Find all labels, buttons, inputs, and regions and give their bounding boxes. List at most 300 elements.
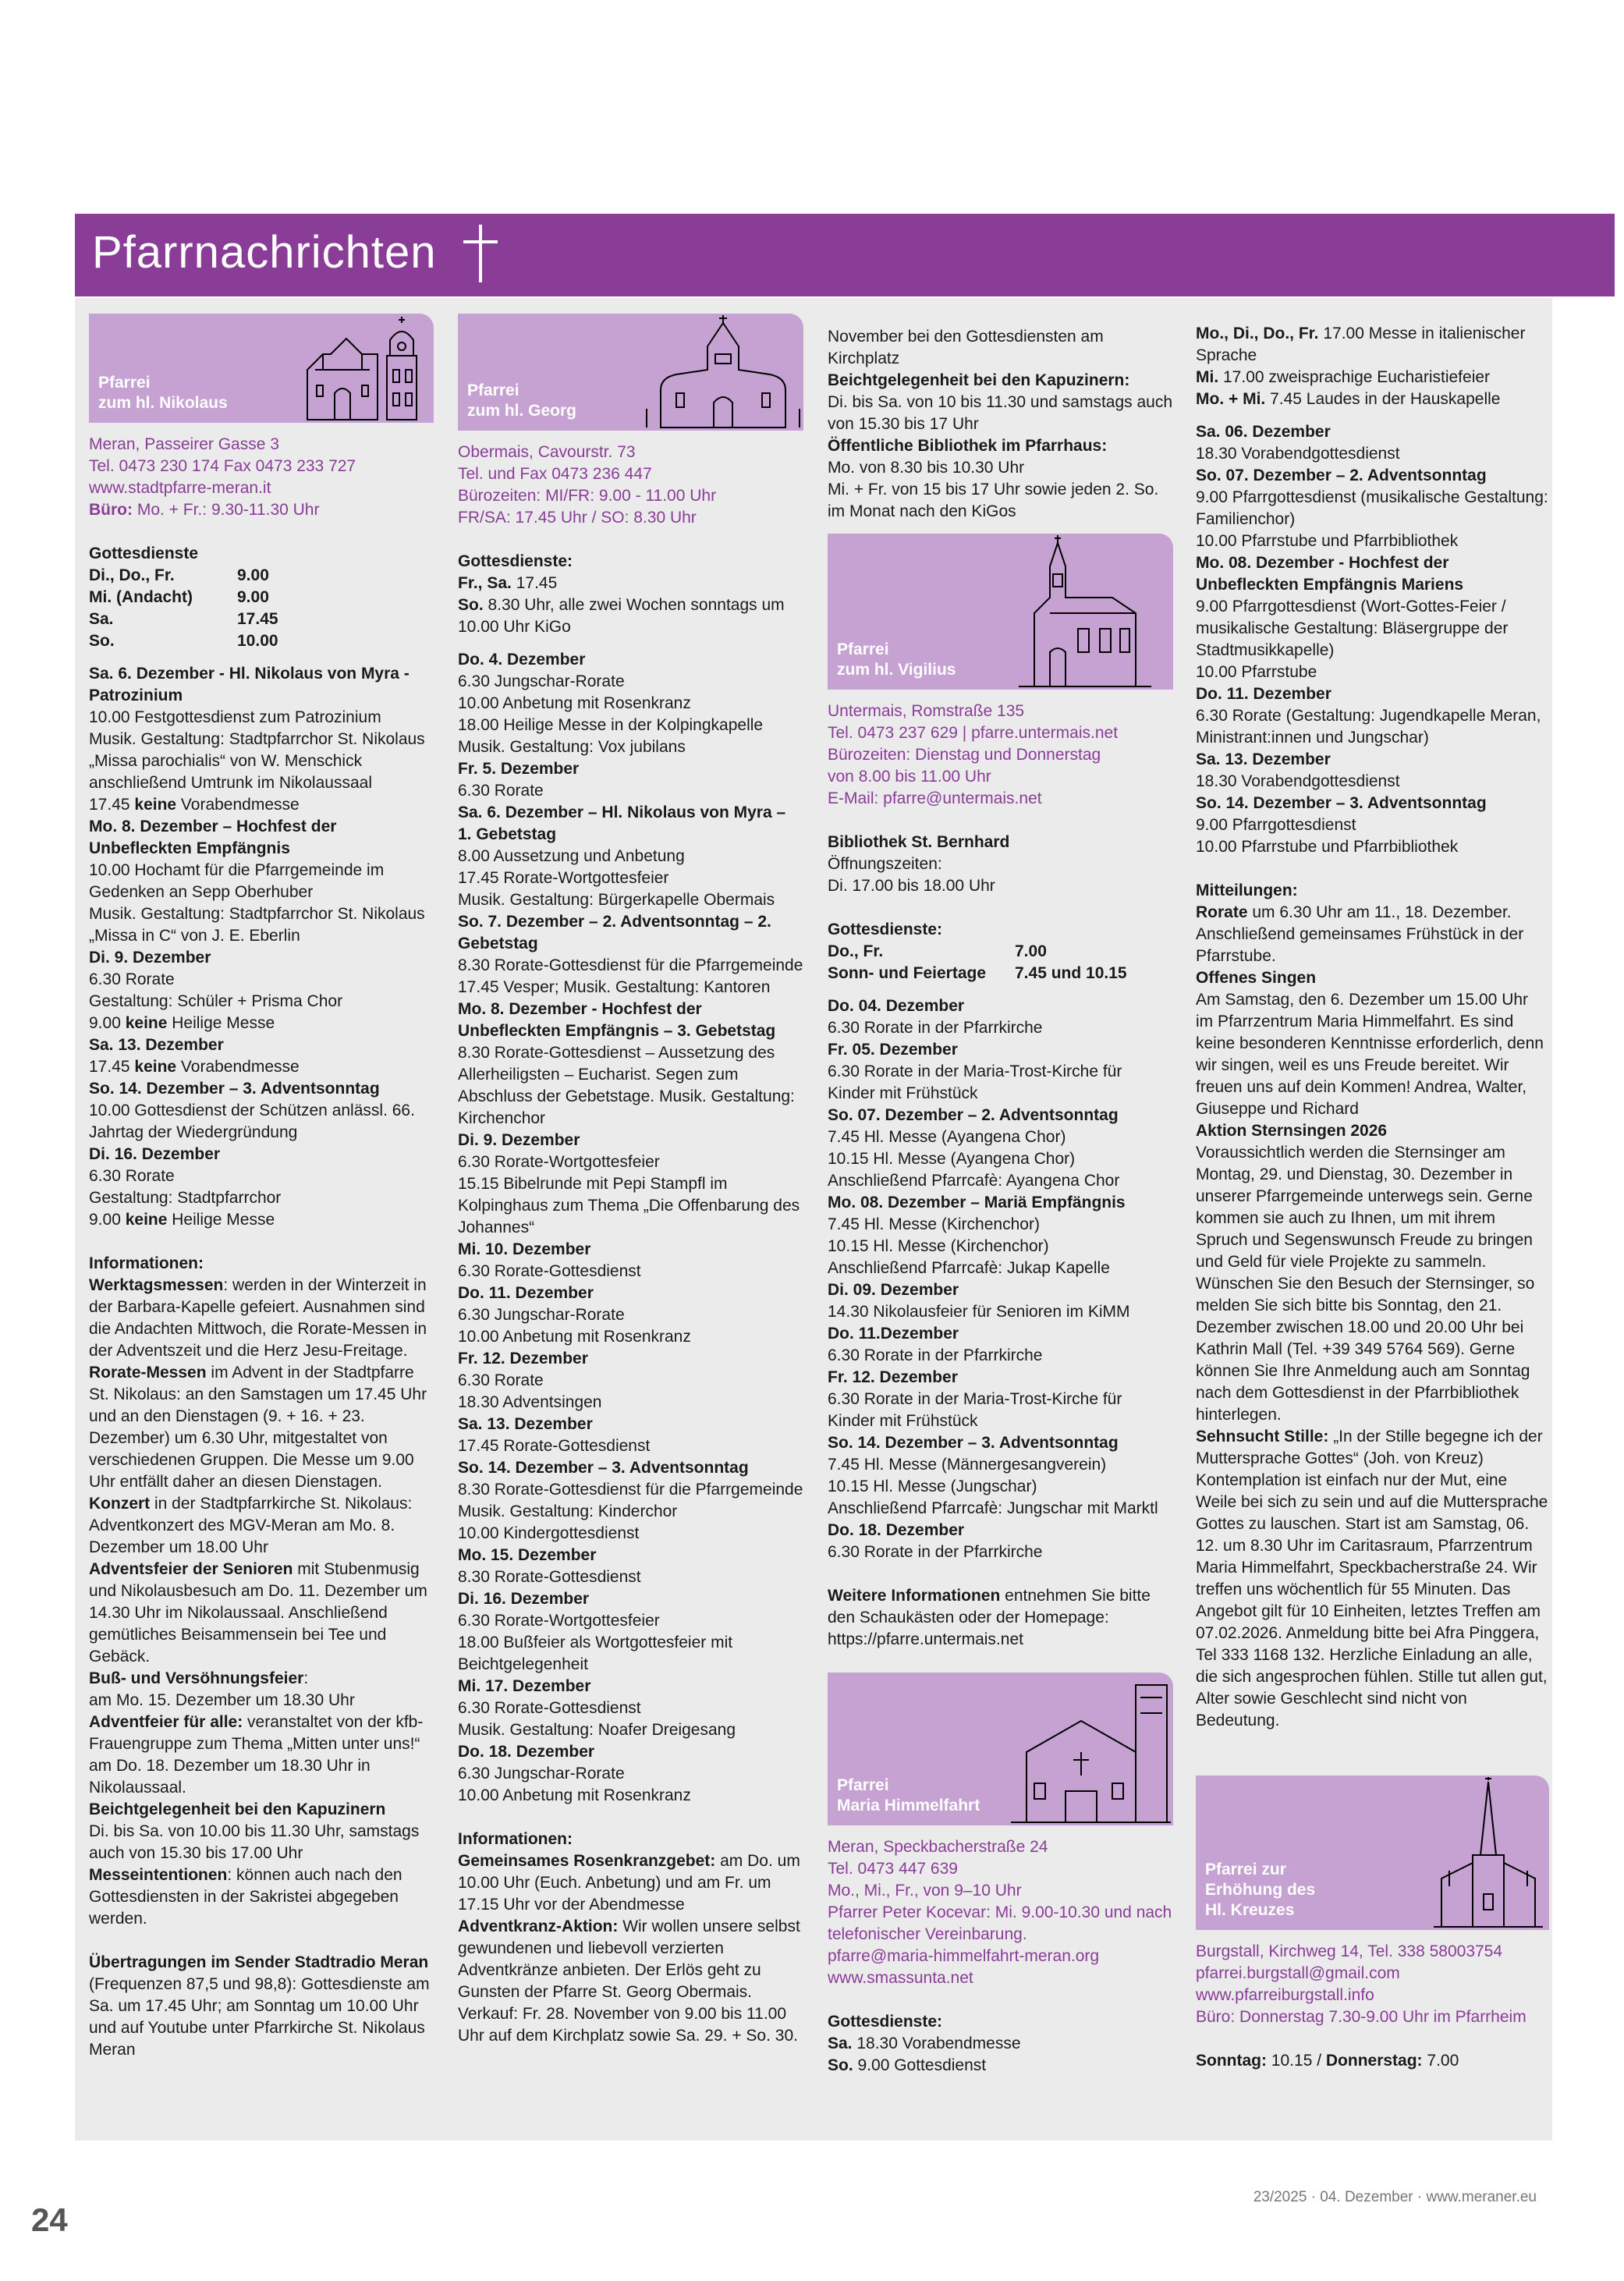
event-text: Vorabendmesse [176,796,300,814]
info-item-text: in der Stadtpfarrkirche St. Nikolaus: Adventkonzert des MGV-Meran am Mo. 8. Dezember um 18.00 Uhr [89,1495,413,1556]
event-item [828,1498,1173,1520]
event-item [458,1763,803,1785]
notice-item [1196,1120,1549,1142]
event-date: Mo. 8. Dezember - Hochfest der Unbefleckten Empfängnis – 3. Gebetstag [458,1000,776,1040]
event-text: 8.30 Rorate-Gottesdienst für die Pfarrgemeinde [458,956,803,974]
library2-title: Bibliothek St. Bernhard [828,833,1010,851]
contact-line: Bürozeiten: Dienstag und Donnerstag [828,746,1101,764]
event-text: 7.45 Hl. Messe (Männergesangverein) [828,1456,1107,1474]
parish-box-nikolaus [89,314,434,423]
event-text: Heilige Messe [167,1014,275,1032]
info-item [458,1850,803,1916]
parish-name-line: Pfarrei zur [1205,1861,1286,1878]
thursday-label: Donnerstag: [1325,2052,1423,2070]
contact-line: Büro: Donnerstag 7.30-9.00 Uhr im Pfarrheim [1196,2008,1526,2026]
service-time-row [89,565,434,587]
event-date: So. 07. Dezember – 2. Adventsonntag [828,1106,1119,1124]
library2-line: Di. 17.00 bis 18.00 Uhr [828,877,995,895]
contact-link[interactable]: pfarrei.burgstall@gmail.com [1196,1964,1400,1982]
event-item [1196,530,1549,552]
event-text: 9.00 Pfarrgottesdienst [1196,816,1356,834]
event-text: 10.00 Hochamt für die Pfarrgemeinde im Gedenken an Sepp Oberhuber [89,861,385,901]
cross-icon [457,222,504,286]
event-text: Gestaltung: Schüler + Prisma Chor [89,992,343,1010]
info-item-text: im Advent in der Stadtpfarre St. Nikolaus: an den Samstagen um 17.45 Uhr und an den Dienstagen (9. + 16. + 23. Dezember) um 6.30 Uhr, mitgestaltet von verschiedenen Gruppen. Die Messe um 9.00 Uhr entfällt daher an diesen Dienstagen. [89,1364,427,1491]
event-item [89,729,434,794]
info-item [89,1493,434,1559]
more-info-title: Weitere Informationen [828,1587,1001,1605]
event-text: 10.00 Anbetung mit Rosenkranz [458,694,691,712]
event-item [828,1454,1173,1476]
event-item [828,1389,1173,1432]
contact-line: Pfarrer Peter Kocevar: Mi. 9.00-10.30 und nach telefonischer Vereinbarung. [828,1903,1172,1943]
event-keyword: keine [134,796,177,814]
event-item [828,1126,1173,1148]
weekday-service-text: 17.00 Messe in italienischer Sprache [1196,325,1526,364]
service-time-label: So. [458,596,484,614]
event-date: Mo. 15. Dezember [458,1546,597,1564]
event-text: 6.30 Rorate-Gottesdienst [458,1699,641,1717]
event-date: Sa. 06. Dezember [1196,423,1331,441]
service-time-row [89,608,434,630]
contact-link[interactable]: www.smassunta.net [828,1969,973,1987]
event-text: Anschließend Pfarrcafè: Jungschar mit Marktl [828,1499,1158,1517]
info-item [89,1864,434,1930]
event-date: Do. 11. Dezember [458,1284,594,1302]
contact-line: FR/SA: 17.45 Uhr / SO: 8.30 Uhr [458,509,697,527]
event-item [828,1148,1173,1170]
info-item-text: am Mo. 15. Dezember um 18.30 Uhr [89,1691,355,1709]
info-item-text: Wir wollen unsere selbst gewundenen und liebevoll verzierten Adventkränze anbieten. Der Erlös geht zu Gunsten der Pfarre St. Georg Obermais. Verkauf: Fr. 28. November von 9.00 bis 11.00 Uhr auf dem Kirchplatz sowie Sa. 29. + So. 30. [458,1917,800,2045]
event-text: 6.30 Rorate in der Maria-Trost-Kirche für Kinder mit Frühstück [828,1062,1122,1102]
event-text: 6.30 Rorate-Gottesdienst [458,1262,641,1280]
library2-line: Öffnungszeiten: [828,855,942,873]
event-item [458,1392,803,1414]
event-item [458,1479,803,1501]
event-item [1196,771,1549,793]
service-time [828,2055,1173,2077]
event-keyword: keine [125,1211,168,1229]
event-item [458,736,803,758]
event-date: Mo. 08. Dezember – Mariä Empfängnis [828,1194,1126,1211]
event-item [458,1523,803,1545]
event-item [89,1100,434,1144]
event-text: 6.30 Rorate [89,1167,175,1185]
event-text: Anschließend Pfarrcafè: Ayangena Chor [828,1172,1120,1190]
event-text: 10.00 Pfarrstube und Pfarrbibliothek [1196,532,1459,550]
parish-name-line: zum hl. Georg [467,402,577,420]
event-item [458,1370,803,1392]
event-text: 6.30 Rorate in der Pfarrkirche [828,1019,1043,1037]
contact-line: von 8.00 bis 11.00 Uhr [828,768,991,786]
event-item [89,707,434,729]
service-time-row [89,587,434,608]
event-item [458,1151,803,1173]
event-text: 6.30 Rorate in der Pfarrkirche [828,1543,1043,1561]
event-date: So. 14. Dezember – 3. Adventsonntag [458,1459,749,1477]
parish-name-line: Pfarrei [837,1776,889,1794]
event-text: Musik. Gestaltung: Bürgerkapelle Obermais [458,891,775,909]
info-item-label: Werktagsmessen [89,1276,224,1294]
services-title: Gottesdienste: [828,921,943,938]
notice-list [1196,902,1549,1732]
info-item-label: Messeintentionen [89,1866,228,1884]
event-date: Do. 18. Dezember [458,1743,595,1761]
event-item [89,969,434,991]
event-text: 9.00 [89,1211,126,1229]
event-date: Fr. 12. Dezember [458,1350,588,1368]
service-times-summary [1196,2050,1549,2072]
event-date: Do. 11. Dezember [1196,685,1331,703]
event-item [1196,814,1549,836]
event-item [89,1013,434,1034]
service-time [458,573,803,594]
info-item-text: Di. bis Sa. von 10.00 bis 11.30 Uhr, samstags auch von 15.30 bis 17.00 Uhr [89,1822,420,1862]
event-text: 17.45 [89,796,135,814]
church-nikolaus-icon [300,315,434,421]
parish-box-himmelfahrt [828,1673,1173,1825]
service-time-text: 9.00 Gottesdienst [853,2056,987,2074]
event-text: 8.30 Rorate-Gottesdienst – Aussetzung des Allerheiligsten – Eucharist. Segen zum Abschluss der Gebetstage. Musik. Gestaltung: Kirchenchor [458,1044,795,1127]
service-time-label: Fr., Sa. [458,574,512,592]
info-item-label: Adventsfeier der Senioren [89,1560,293,1578]
contact-link[interactable]: www.pfarreiburgstall.info [1196,1986,1374,2004]
service-time [458,594,803,638]
event-item [828,1170,1173,1192]
event-date: Di. 16. Dezember [89,1145,221,1163]
event-date: Di. 16. Dezember [458,1590,590,1608]
event-item [828,1541,1173,1563]
event-item [828,1236,1173,1258]
event-text: 8.00 Aussetzung und Anbetung [458,847,685,865]
service-time-row [828,963,1173,984]
event-text: 6.30 Rorate in der Maria-Trost-Kirche für Kinder mit Frühstück [828,1390,1122,1430]
event-item [458,780,803,802]
event-text: 15.15 Bibelrunde mit Pepi Stampfl im Kolpinghaus zum Thema „Die Offenbarung des Johannes“ [458,1175,800,1236]
event-text: 8.30 Rorate-Gottesdienst für die Pfarrgemeinde [458,1481,803,1499]
info-item-label: Adventkranz-Aktion: [458,1917,619,1935]
info-item-label: Beichtgelegenheit bei den Kapuzinern [89,1800,386,1818]
contact-link[interactable]: pfarre@maria-himmelfahrt-meran.org [828,1947,1100,1965]
weekday-service-label: Mi. [1196,368,1219,386]
contact-block [458,442,803,529]
event-text: 9.00 Pfarrgottesdienst (Wort-Gottes-Feier / musikalische Gestaltung: Bläsergruppe der Stadtmusikkapelle) [1196,598,1509,659]
event-item [89,1165,434,1187]
event-item [1196,487,1549,530]
event-text: 10.00 Kindergottesdienst [458,1524,640,1542]
event-item [1196,836,1549,858]
contact-line: Tel. 0473 447 639 [828,1860,958,1878]
event-date: Di. 9. Dezember [458,1131,580,1149]
parish-name-line: Hl. Kreuzes [1205,1901,1295,1919]
event-text: 18.30 Vorabendgottesdienst [1196,772,1400,790]
event-item [89,903,434,947]
info-item-label: Buß- und Versöhnungsfeier [89,1669,304,1687]
service-time: 9.00 [237,588,269,606]
event-list [828,995,1173,1563]
column-georg [458,314,803,2047]
weekday-service-text: 7.45 Laudes in der Hauskapelle [1265,390,1501,408]
church-himmelfahrt-icon [1011,1674,1171,1824]
event-date: So. 07. Dezember – 2. Adventsonntag [1196,466,1487,484]
event-text: Musik. Gestaltung: Vox jubilans [458,738,686,756]
event-item [828,1061,1173,1105]
event-item [458,1261,803,1282]
notice-item-label: Sehnsucht Stille: [1196,1428,1329,1446]
contact-line: Tel. und Fax 0473 236 447 [458,465,652,483]
contact-line: Burgstall, Kirchweg 14, Tel. 338 58003754 [1196,1942,1503,1960]
event-date: So. 7. Dezember – 2. Adventsonntag – 2. Gebetstag [458,913,771,952]
event-item [828,1301,1173,1323]
service-time [828,2033,1173,2055]
page-number: 24 [31,2201,68,2238]
service-day: Sa. [89,610,114,628]
church-vigilius-icon [1003,535,1167,688]
service-time: 7.45 und 10.15 [1015,964,1127,982]
contact-block [828,701,1173,810]
event-item [89,860,434,903]
church-kreuz-icon [1434,1777,1543,1928]
event-text: 7.45 Hl. Messe (Kirchenchor) [828,1215,1040,1233]
event-item [89,1209,434,1231]
info-list [89,1275,434,1930]
notice-item-label: Offenes Singen [1196,969,1317,987]
event-text: 10.15 Hl. Messe (Kirchenchor) [828,1237,1049,1255]
event-text: 6.30 Rorate [89,970,175,988]
event-item [1196,443,1549,465]
service-time-row [89,630,434,652]
event-item [828,1476,1173,1498]
intro-text: November bei den Gottesdiensten am Kirchplatz [828,328,1104,367]
radio-title: Übertragungen im Sender Stadtradio Meran [89,1953,429,1971]
radio-text: (Frequenzen 87,5 und 98,8): Gottesdienste am Sa. um 17.45 Uhr; am Sonntag um 10.00 Uhr und auf Youtube unter Pfarrkirche St. Nikolaus Meran [89,1975,430,2059]
event-item [89,991,434,1013]
event-text: 18.30 Vorabendgottesdienst [1196,445,1400,463]
event-list [1196,421,1549,858]
library-title: Öffentliche Bibliothek im Pfarrhaus: [828,437,1108,455]
notice-item-text: „In der Stille begegne ich der Muttersprache Gottes“ (Joh. von Kreuz) Kontemplation ist einfach nur der Mut, eine Weile bei sich zu sein und auf die Muttersprache Gottes zu lauschen. Start ist am Samstag, 06. 12. um 8.30 Uhr im Caritasraum, Pfarrzentrum Maria Himmelfahrt, Speckbacherstraße 24. Wir treffen uns wöchentlich für 55 Minuten. Das Angebot gilt für 10 Einheiten, letztes Treffen am 07.02.2026. Anmeldung bitte bei Afra Pinggera, Tel 333 1168 132. Herzliche Einladung an alle, die sich angesprochen fühlen. Stille tut allen gut, Alter sowie Geschlecht sind nicht von Bedeutung. [1196,1428,1548,1729]
thursday-time: 7.00 [1422,2052,1459,2070]
event-item [458,889,803,911]
event-text: 6.30 Jungschar-Rorate [458,1765,625,1783]
event-item [458,977,803,999]
event-list [458,649,803,1807]
event-keyword: keine [125,1014,168,1032]
notice-title: Mitteilungen: [1196,882,1298,899]
event-date: Do. 18. Dezember [828,1521,965,1539]
event-item [458,1304,803,1326]
parish-box-kreuz [1196,1775,1549,1930]
event-item [828,1258,1173,1279]
info-item-label: Adventfeier für alle: [89,1713,243,1731]
confession-text: Di. bis Sa. von 10 bis 11.30 und samstags auch von 15.30 bis 17 Uhr [828,393,1173,433]
parish-box-vigilius [828,534,1173,690]
event-item [1196,596,1549,662]
more-info-text: entnehmen Sie bitte den Schaukästen oder der Homepage: https://pfarre.untermais.net [828,1587,1151,1648]
weekday-service [1196,323,1549,367]
event-date: Mi. 10. Dezember [458,1240,591,1258]
event-date: Sa. 6. Dezember - Hl. Nikolaus von Myra - Patrozinium [89,665,410,704]
event-item [89,1056,434,1078]
sunday-time: 10.15 / [1266,2052,1326,2070]
service-day: Mi. (Andacht) [89,588,193,606]
event-text: Musik. Gestaltung: Noafer Dreigesang [458,1721,736,1739]
event-date: Sa. 13. Dezember [458,1415,593,1433]
event-text: 10.00 Gottesdienst der Schützen anlässl. 66. Jahrtag der Wiedergründung [89,1101,415,1141]
address: Meran, Passeirer Gasse 3 [89,435,279,453]
event-text: 18.30 Adventsingen [458,1393,602,1411]
info-item [89,1690,434,1712]
event-keyword: keine [134,1058,177,1076]
weekday-service-label: Mo. + Mi. [1196,390,1266,408]
event-text: 6.30 Rorate-Wortgottesfeier [458,1153,660,1171]
info-title: Informationen: [89,1254,204,1272]
info-item-text: : [303,1669,309,1687]
event-text: 17.45 Rorate-Wortgottesfeier [458,869,669,887]
service-time-label: So. [828,2056,853,2074]
service-day: Sonn- und Feiertage [828,964,987,982]
event-date: Sa. 13. Dezember [1196,750,1331,768]
event-item [1196,705,1549,749]
more-info [828,1585,1173,1651]
event-item [458,1042,803,1130]
event-date: Fr. 5. Dezember [458,760,580,778]
service-time: 17.45 [237,610,278,628]
event-date: Do. 11.Dezember [828,1325,959,1343]
info-item [89,1712,434,1799]
contact-line: Untermais, Romstraße 135 [828,702,1025,720]
info-item-text: veranstaltet von der kfb-Frauengruppe zum Thema „Mitten unter uns!“ am Do. 18. Dezember um 18.30 Uhr in Nikolaussaal. [89,1713,424,1797]
contact-link[interactable]: Tel. 0473 237 629 | pfarre.untermais.net [828,724,1119,742]
event-text: 9.00 Pfarrgottesdienst (musikalische Gestaltung: Familienchor) [1196,488,1548,528]
event-date: Mi. 17. Dezember [458,1677,591,1695]
event-date: Fr. 12. Dezember [828,1368,958,1386]
event-text: 8.30 Rorate-Gottesdienst [458,1568,641,1586]
event-date: So. 14. Dezember – 3. Adventsonntag [1196,794,1487,812]
service-time-row [828,941,1173,963]
event-text: Musik. Gestaltung: Stadtpfarrchor St. Nikolaus „Missa parochialis“ von W. Menschick anschließend Umtrunk im Nikolaussaal [89,730,425,792]
library-text: Mo. von 8.30 bis 10.30 Uhr Mi. + Fr. von 15 bis 17 Uhr sowie jeden 2. So. im Monat nach den KiGos [828,459,1159,520]
service-day: So. [89,632,115,650]
weekday-services [1196,323,1549,410]
contact-block [1196,1941,1549,2028]
event-text: 10.00 Pfarrstube und Pfarrbibliothek [1196,838,1459,856]
event-text: 6.30 Rorate (Gestaltung: Jugendkapelle Meran, Ministrant:innen und Jungschar) [1196,707,1541,747]
column-vigilius [828,326,1173,2077]
event-item [458,693,803,715]
weekday-service [1196,367,1549,388]
event-item [458,1719,803,1741]
service-times [458,573,803,638]
event-text: Gestaltung: Stadtpfarrchor [89,1189,282,1207]
event-text: 17.45 [89,1058,135,1076]
notice-item [1196,1426,1549,1732]
event-item [828,1345,1173,1367]
event-date: Mo. 8. Dezember – Hochfest der Unbefleckten Empfängnis [89,818,337,857]
notice-item [1196,989,1549,1120]
office-hours [89,499,434,521]
event-item [458,846,803,867]
parish-name-line: zum hl. Nikolaus [98,394,228,412]
service-times [828,2033,1173,2077]
event-text: Musik. Gestaltung: Kinderchor [458,1502,678,1520]
service-time: 10.00 [237,632,278,650]
event-text: 10.00 Anbetung mit Rosenkranz [458,1328,691,1346]
office-text: Mo. + Fr.: 9.30-11.30 Uhr [133,501,320,519]
contact-link[interactable]: E-Mail: pfarre@untermais.net [828,789,1042,807]
event-item [458,1610,803,1632]
event-item [89,794,434,816]
notice-item [1196,1142,1549,1426]
event-date: Di. 09. Dezember [828,1281,959,1299]
parish-name-line: Pfarrei [98,374,151,392]
event-item [458,867,803,889]
event-text: 6.30 Rorate-Wortgottesfeier [458,1612,660,1630]
services-title: Gottesdienste [89,545,199,562]
event-date: Do. 04. Dezember [828,997,965,1015]
info-item [89,1275,434,1362]
service-time-label: Sa. [828,2034,853,2052]
event-text: 14.30 Nikolausfeier für Senioren im KiMM [828,1303,1130,1321]
contact-line: Bürozeiten: MI/FR: 9.00 - 11.00 Uhr [458,487,717,505]
weekday-service [1196,388,1549,410]
phone-fax: Tel. 0473 230 174 Fax 0473 233 727 [89,457,356,475]
event-text: 6.30 Rorate [458,782,544,800]
event-text: 17.45 Rorate-Gottesdienst [458,1437,651,1455]
event-text: 18.00 Bußfeier als Wortgottesfeier mit Beichtgelegenheit [458,1634,733,1673]
event-item [89,1187,434,1209]
event-text: Heilige Messe [167,1211,275,1229]
event-date: So. 14. Dezember – 3. Adventsonntag [89,1080,380,1098]
church-georg-icon [645,315,801,429]
sunday-label: Sonntag: [1196,2052,1267,2070]
notice-item-text: Voraussichtlich werden die Sternsinger am Montag, 29. und Dienstag, 30. Dezember in unserer Pfarrgemeinde unterwegs sein. Gerne kommen sie auch zu Ihnen, um mit ihrem Spruch und Segenswunsch Freude zu bringen und Geld für viele Projekte zu sammeln. Wünschen Sie den Besuch der Sternsinger, so melden Sie sich bitte bis Sonntag, den 21. Dezember zwischen 18.00 und 20.00 Uhr bei Kathrin Mall (Tel. +39 349 5764 569). Gerne können Sie Ihre Anmeldung auch am Sonntag nach dem Gottesdienst in der Pfarrbibliothek hinterlegen. [1196,1144,1535,1424]
event-text: 6.30 Jungschar-Rorate [458,1306,625,1324]
info-item-label: Konzert [89,1495,151,1513]
event-item [458,1326,803,1348]
parish-name-line: zum hl. Vigilius [837,661,956,679]
event-item [458,1501,803,1523]
event-item [458,1697,803,1719]
event-list [89,663,434,1231]
event-item [458,715,803,736]
event-item [458,1566,803,1588]
info-item [89,1559,434,1668]
parish-name-line: Maria Himmelfahrt [837,1797,980,1815]
event-date: So. 14. Dezember – 3. Adventsonntag [828,1434,1119,1452]
info-item-text: : werden in der Winterzeit in der Barbara-Kapelle gefeiert. Ausnahmen sind die Andachten Mittwoch, die Rorate-Messen in der Adventszeit und die Herz Jesu-Freitage. [89,1276,427,1360]
event-text: 18.00 Heilige Messe in der Kolpingkapelle [458,716,764,734]
contact-line: Mo., Mi., Fr., von 9–10 Uhr [828,1882,1022,1900]
info-title: Informationen: [458,1830,573,1848]
parish-box-georg [458,314,803,431]
contact-line: Meran, Speckbacherstraße 24 [828,1838,1048,1856]
issue-info: 23/2025 · 04. Dezember · www.meraner.eu [1253,2189,1537,2205]
parish-name-line: Pfarrei [837,640,889,658]
event-item [458,1173,803,1239]
service-time: 9.00 [237,566,269,584]
event-text: 10.15 Hl. Messe (Jungschar) [828,1478,1037,1495]
info-item-text: am Do. um 10.00 Uhr (Euch. Anbetung) und am Fr. um 17.15 Uhr vor der Abendmesse [458,1852,800,1914]
service-time-text: 17.45 [511,574,558,592]
confession-title: Beichtgelegenheit bei den Kapuzinern: [828,371,1130,389]
website-link[interactable]: www.stadtpfarre-meran.it [89,479,271,497]
parish-name-line: Erhöhung des [1205,1881,1316,1899]
info-item [89,1668,434,1690]
event-item [828,1017,1173,1039]
service-time-text: 8.30 Uhr, alle zwei Wochen sonntags um 10.00 Uhr KiGo [458,596,785,636]
page-title: Pfarrnachrichten [92,227,437,278]
